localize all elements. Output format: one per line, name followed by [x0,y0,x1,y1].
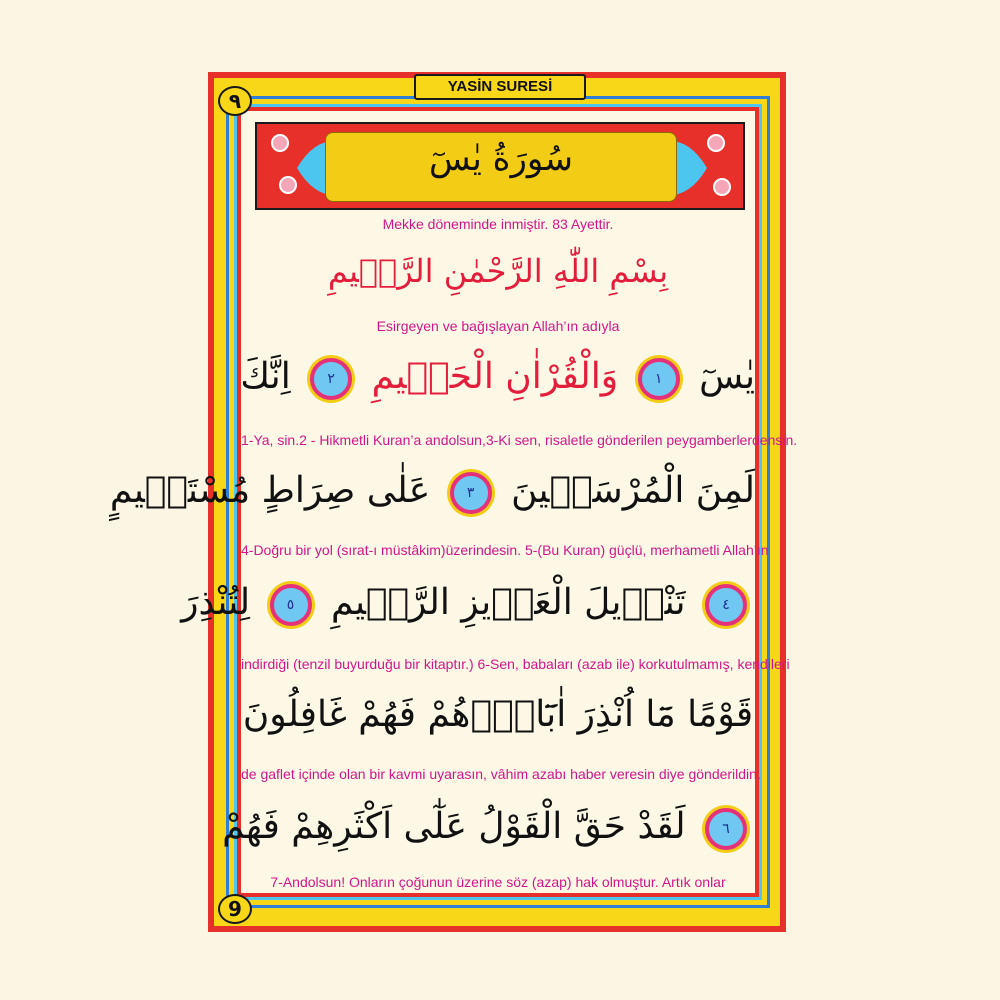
translation-line-3: indirdiği (tenzil buyurduğu bir kitaptır.) 6-Sen, babaları (azab ile) korkutulmamış, kendileri [241,656,790,672]
surah-title-tab: YASİN SURESİ [414,74,586,100]
surah-name-arabic: سُورَةُ يٰسٓ [429,139,573,179]
page-number-arabic: ٩ [218,86,252,116]
basmala-translation: Esirgeyen ve bağışlayan Allah’ın adıyla [376,318,620,334]
arabic-line-1 [241,356,755,400]
translation-line-2: 4-Doğru bir yol (sırat-ı müstâkim)üzerindesin. 5-(Bu Kuran) güçlü, merhametli Allah’ın [241,542,769,558]
basmala-arabic: بِسْمِ اللّٰهِ الرَّحْمٰنِ الرَّح۪يمِ [327,252,669,290]
translation-line-1: 1-Ya, sin.2 - Hikmetli Kuran’a andolsun,3-Ki sen, risaletle gönderilen peygamberlerdensin. [241,432,798,448]
ayah-marker-icon: ١ [638,358,680,400]
ayah-marker-icon: ٦ [705,808,747,850]
ayah-marker-icon: ٤ [705,584,747,626]
ayah-marker-icon: ٣ [450,472,492,514]
translation-line-5: 7-Andolsun! Onların çoğunun üzerine söz (azap) hak olmuştur. Artık onlar [270,874,726,890]
ayah-marker-icon: ٢ [310,358,352,400]
verse-text: عَلٰى صِرَاطٍ مُسْتَق۪يمٍ [109,470,431,511]
verse-text: لَقَدْ حَقَّ الْقَوْلُ عَلٰٓى اَكْثَرِهِمْ فَهُمْ [222,806,686,847]
verse-text: قَوْمًا مَٓا اُنْذِرَ اٰبَٓاؤُ۬هُمْ فَهُمْ غَافِلُونَ [242,694,754,735]
ayah-marker-icon: ٥ [270,584,312,626]
translation-line-4: de gaflet içinde olan bir kavmi uyarasın, vâhim azabı haber veresin diye gönderildin. [241,766,761,782]
verse-text: لِتُنْذِرَ [181,582,251,623]
arabic-line-3 [181,582,755,626]
verse-text: تَنْز۪يلَ الْعَز۪يزِ الرَّح۪يمِ [330,582,686,623]
verse-text: لَمِنَ الْمُرْسَل۪ينَ [511,470,755,511]
revelation-note: Mekke döneminde inmiştir. 83 Ayettir. [382,216,614,232]
arabic-line-5 [222,806,755,850]
banner-title-panel [325,132,677,202]
arabic-line-2 [109,470,755,514]
surah-banner [255,122,745,210]
verse-text: وَالْقُرْاٰنِ الْحَك۪يمِ [371,356,619,397]
verse-text: يٰسٓ [699,356,755,397]
verse-text: اِنَّكَ [240,356,291,397]
arabic-line-4 [241,694,755,735]
page-number-latin: 9 [218,894,252,924]
